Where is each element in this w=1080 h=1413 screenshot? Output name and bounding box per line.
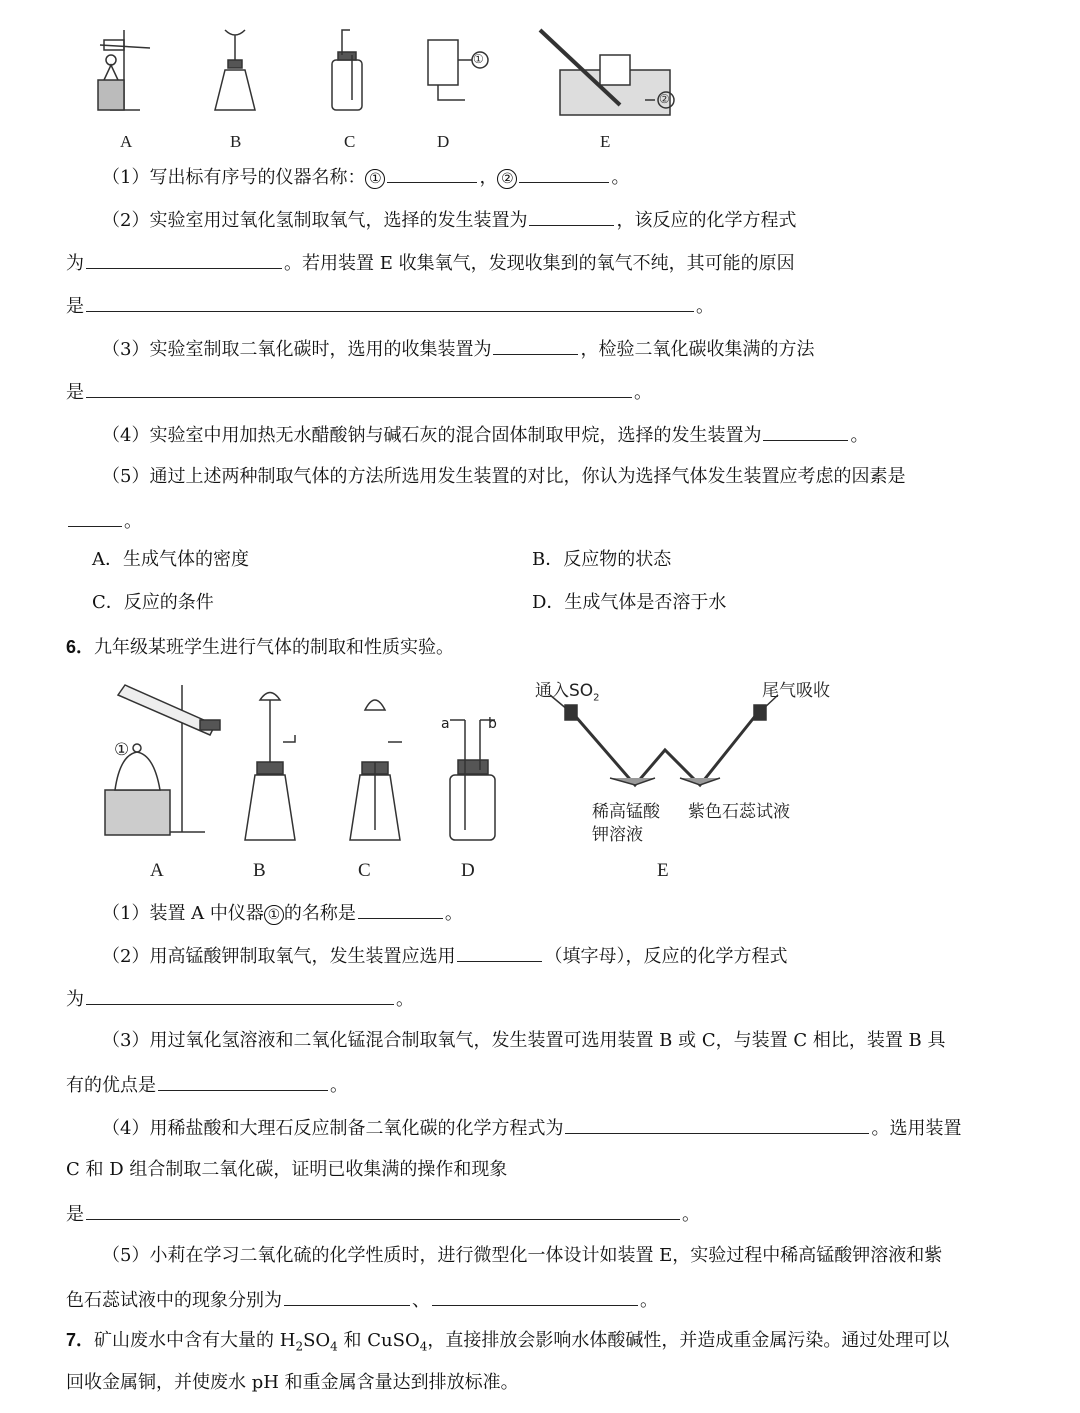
- q5-mark-2: ②: [497, 169, 517, 189]
- q6-part3-line1: （3）用过氧化氢溶液和二氧化锰混合制取氧气，发生装置可选用装置 B 或 C，与装置 C 相比，装置 B 具: [102, 1030, 946, 1051]
- q6-part4-line3: 是 。: [66, 1201, 1040, 1227]
- fig2-tube-a: a: [441, 716, 450, 732]
- fig2-label-e: E: [657, 860, 669, 881]
- fig1-label-b: B: [230, 132, 242, 151]
- fig1-label-e: E: [600, 132, 611, 151]
- q6-blank-5[interactable]: [565, 1115, 869, 1134]
- q6-part5-line1: （5）小莉在学习二氧化硫的化学性质时，进行微型化一体设计如装置 E，实验过程中稀高锰酸钾溶液和紫: [102, 1245, 943, 1266]
- fig2-tube-b: b: [488, 716, 497, 732]
- q6-blank-4[interactable]: [158, 1072, 328, 1091]
- q5-option-a[interactable]: A．生成气体的密度: [92, 549, 249, 570]
- fig1-mark-2: ②: [659, 92, 670, 106]
- q7-line1: 7．矿山废水中含有大量的 $H_2SO_4$ 和 CuSO$_4$，直接排放会影响水体酸碱性，并造成重金属污染。通过处理可以: [66, 1330, 950, 1354]
- fig2-label-a: A: [150, 860, 164, 881]
- q6-blank-6[interactable]: [86, 1201, 680, 1220]
- fig2-outlet-label: 尾气吸收: [762, 681, 830, 701]
- fig1-label-c: C: [344, 132, 356, 151]
- q7-line2: 回收金属铜，并使废水 pH 和重金属含量达到排放标准。: [66, 1372, 519, 1393]
- q5-blank-1[interactable]: [387, 164, 477, 183]
- q7-number: 7．: [66, 1330, 95, 1350]
- q5-blank-7[interactable]: [86, 379, 632, 398]
- fig2-right-liquid: 紫色石蕊试液: [688, 802, 790, 822]
- fig2-label-c: C: [358, 860, 371, 881]
- q5-blank-3[interactable]: [529, 207, 614, 226]
- q5-blank-4[interactable]: [86, 250, 282, 269]
- fig1-label-a: A: [120, 132, 133, 151]
- q5-part4: （4）实验室中用加热无水醋酸钠与碱石灰的混合固体制取甲烷，选择的发生装置为 。: [102, 422, 1040, 448]
- q5-blank-2[interactable]: [519, 164, 609, 183]
- q6-part4-line2: C 和 D 组合制取二氧化碳，证明已收集满的操作和现象: [66, 1159, 508, 1180]
- q6-part4-line1: （4）用稀盐酸和大理石反应制备二氧化碳的化学方程式为 。选用装置: [102, 1115, 1040, 1141]
- q6-blank-8[interactable]: [432, 1287, 638, 1306]
- fig1-label-d: D: [437, 132, 450, 151]
- q5-part5-answer: 。: [66, 508, 1040, 534]
- q5-option-b[interactable]: B．反应物的状态: [532, 549, 672, 570]
- q5-part2-line3: 是 。: [66, 293, 1040, 319]
- q6-stem: 6．九年级某班学生进行气体的制取和性质实验。: [66, 637, 455, 658]
- q5-part5: （5）通过上述两种制取气体的方法所选用发生装置的对比，你认为选择气体发生装置应考虑的因素是: [102, 466, 906, 487]
- fig1-mark-1: ①: [473, 52, 484, 66]
- q6-part2-line1: （2）用高锰酸钾制取氧气，发生装置应选用 （填字母），反应的化学方程式: [102, 943, 1040, 969]
- q5-part3-line1: （3）实验室制取二氧化碳时，选用的收集装置为 ，检验二氧化碳收集满的方法: [102, 336, 1040, 362]
- q6-part2-line2: 为 。: [66, 986, 1040, 1012]
- q5-part2-line1: （2）实验室用过氧化氢制取氧气，选择的发生装置为 ，该反应的化学方程式: [102, 207, 1040, 233]
- q5-mark-1: ①: [365, 169, 385, 189]
- q5-blank-5[interactable]: [86, 293, 694, 312]
- q6-blank-7[interactable]: [284, 1287, 410, 1306]
- q5-part1: （1）写出标有序号的仪器名称： ① ， ② 。: [102, 164, 1040, 190]
- figure2-apparatus: [90, 680, 850, 850]
- q6-blank-2[interactable]: [457, 943, 542, 962]
- q6-blank-3[interactable]: [86, 986, 394, 1005]
- q5-part3-line2: 是 。: [66, 379, 1040, 405]
- q6-part3-line2: 有的优点是 。: [66, 1072, 1040, 1098]
- q6-part5-line2: 色石蕊试液中的现象分别为 、 。: [66, 1287, 1040, 1313]
- q6-number: 6．: [66, 637, 95, 657]
- q6-blank-1[interactable]: [358, 900, 443, 919]
- q5-option-d[interactable]: D．生成气体是否溶于水: [532, 592, 727, 613]
- q5-blank-6[interactable]: [493, 336, 578, 355]
- q5-blank-9[interactable]: [68, 508, 122, 527]
- fig2-left-liquid-1: 稀高锰酸: [592, 802, 660, 822]
- q5-blank-8[interactable]: [763, 422, 848, 441]
- q5-part2-line2: 为 。若用装置 E 收集氧气，发现收集到的氧气不纯，其可能的原因: [66, 250, 1040, 276]
- q5-option-c[interactable]: C．反应的条件: [92, 592, 214, 613]
- figure1-apparatus: [60, 20, 700, 130]
- fig2-inlet-label: 通入$SO_2$: [535, 681, 600, 704]
- fig2-mark-1: ①: [114, 740, 130, 760]
- q6-mark-1: ①: [264, 905, 284, 925]
- fig2-label-b: B: [253, 860, 266, 881]
- q6-part1: （1）装置 A 中仪器 ① 的名称是 。: [102, 900, 1040, 926]
- fig2-label-d: D: [461, 860, 475, 881]
- fig2-left-liquid-2: 钾溶液: [592, 825, 643, 845]
